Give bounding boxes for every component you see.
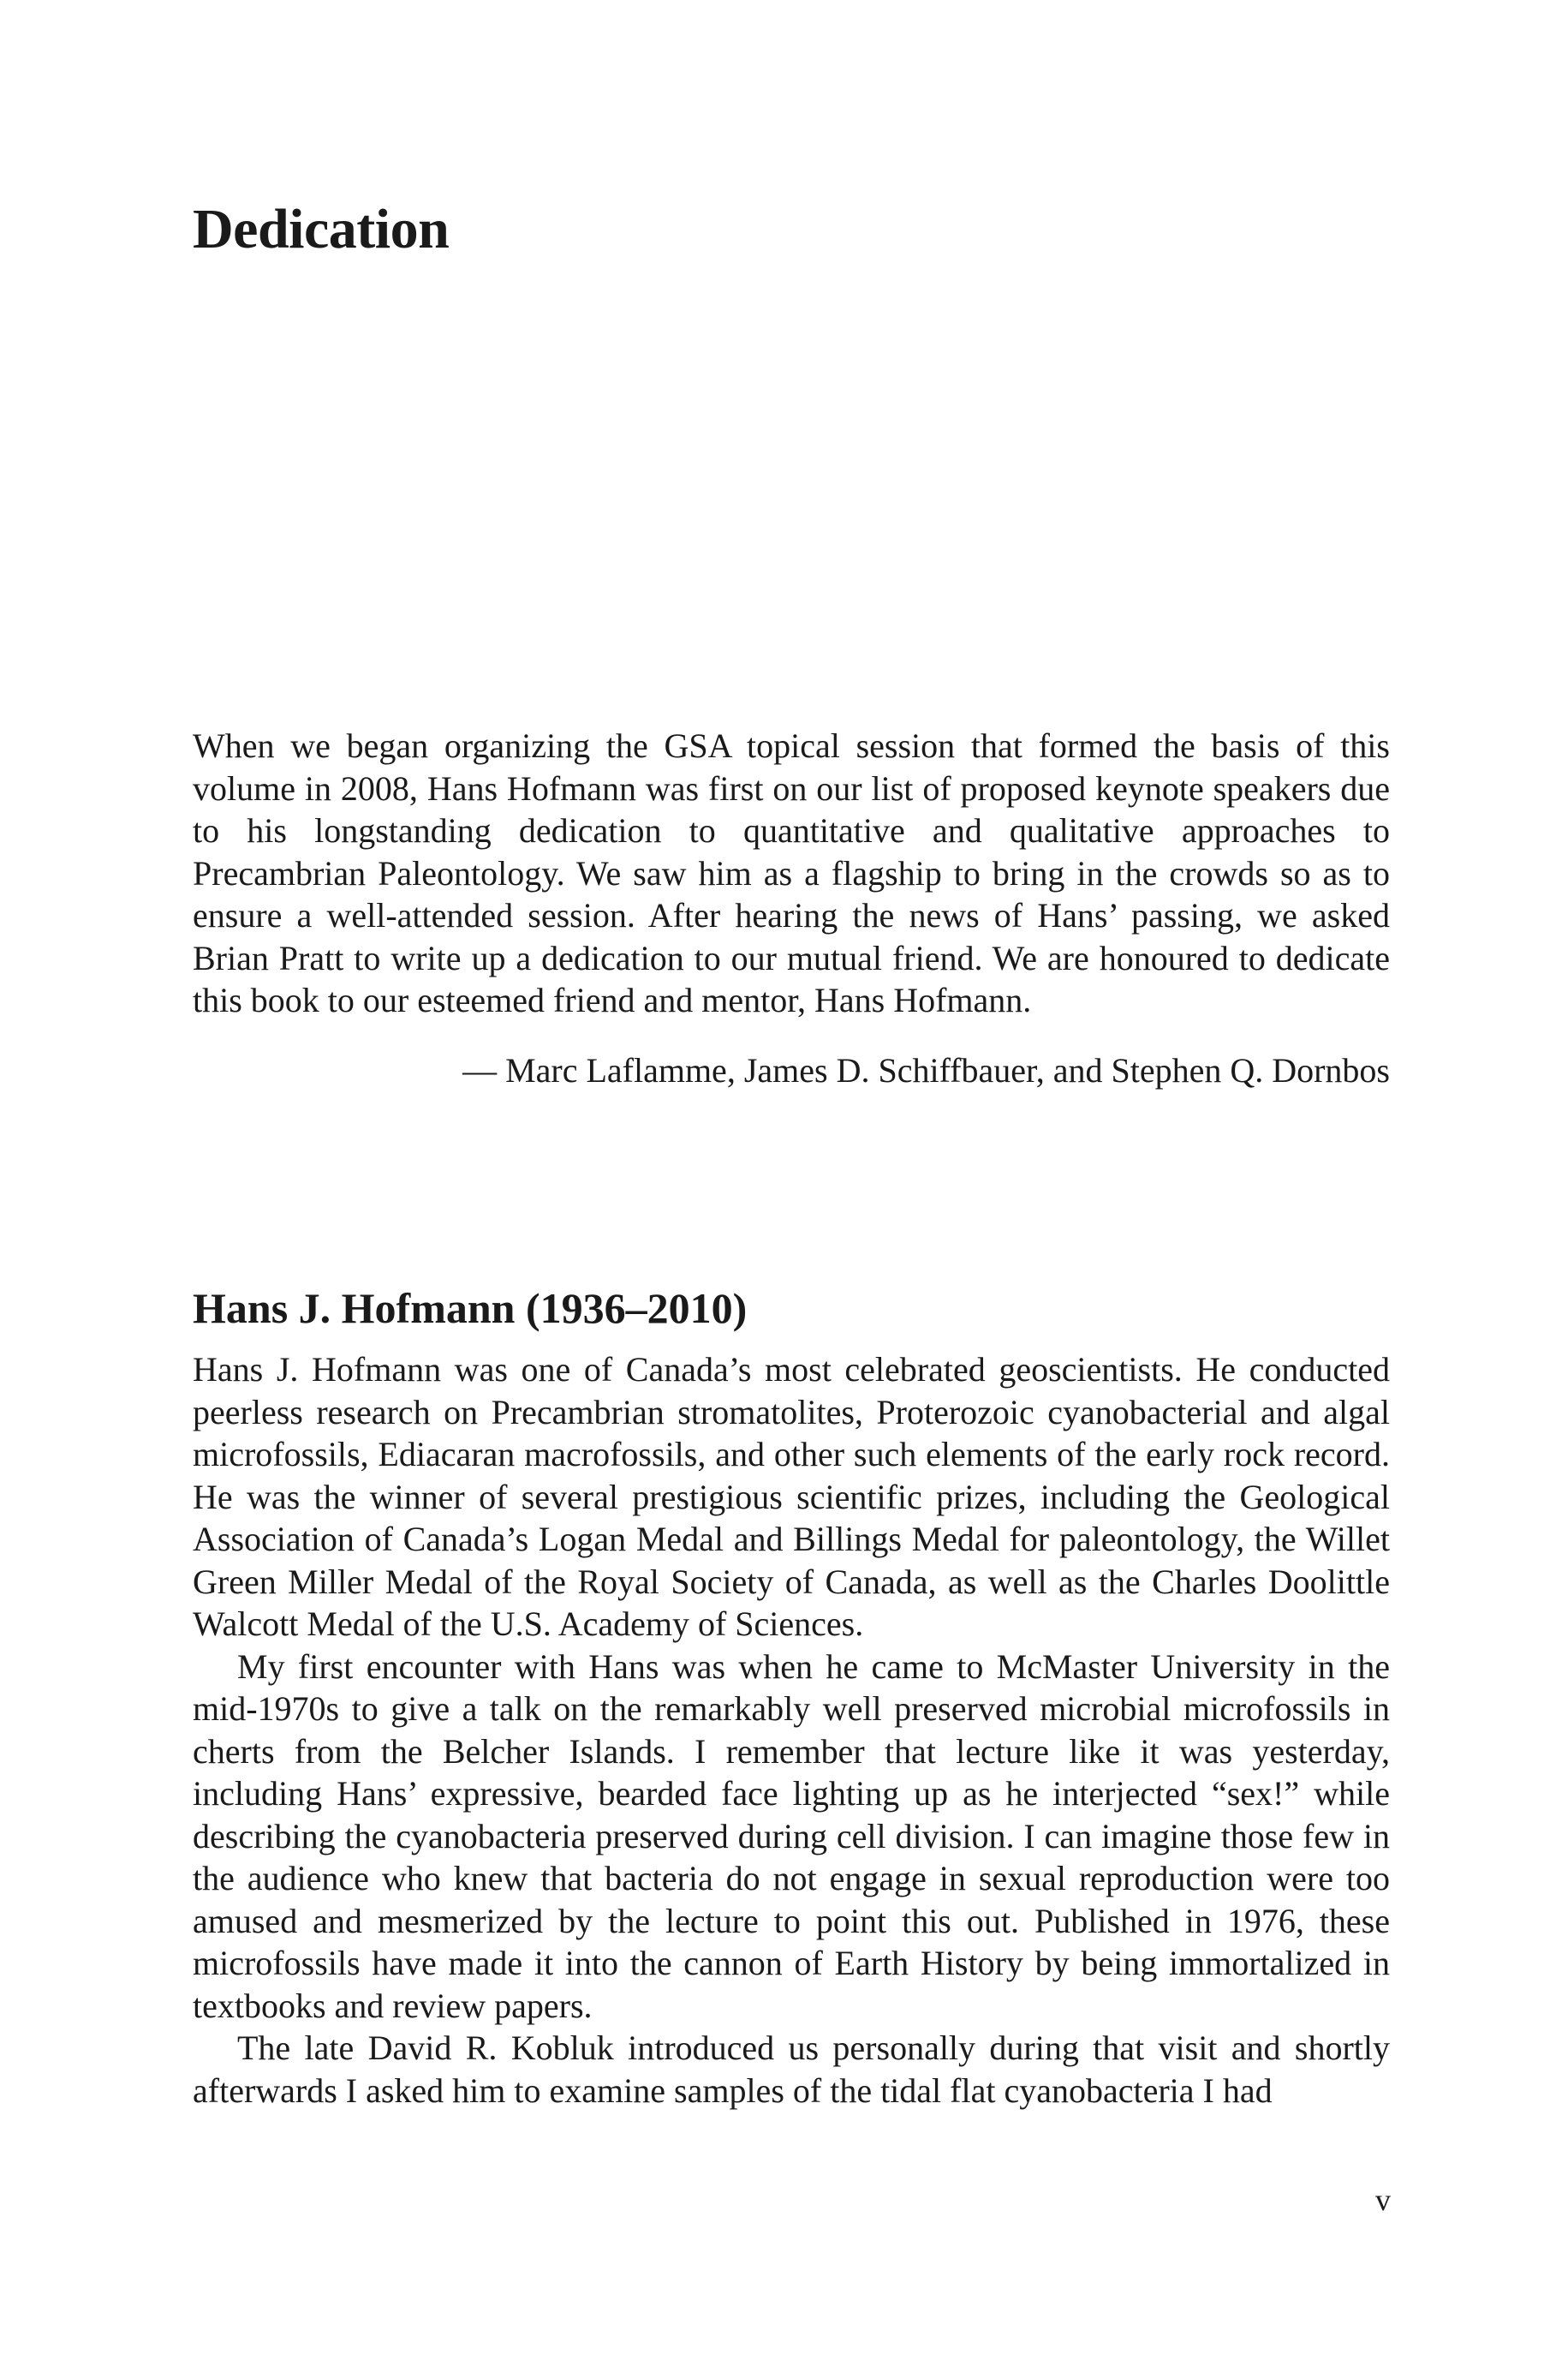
dedication-paragraph: When we began organizing the GSA topical session that formed the basis of this volume in 2008, Hans Hofmann was first on our list of proposed keynote speakers due to his longstanding dedication to quantitative and qualitative approaches to Precambrian Paleontology. We saw him as a flagship to bring in the crowds so as to ensure a well-attended session. After hearing the news of Hans’ passing, we asked Brian Pratt to write up a dedication to our mutual friend. We are honoured to dedicate this book to our esteemed friend and mentor, Hans Hofmann.: [193, 726, 1390, 1019]
dedication-signature: — Marc Laflamme, James D. Schiffbauer, and Stephen Q. Dornbos: [462, 1051, 1390, 1090]
section-heading: Hans J. Hofmann (1936–2010): [193, 1284, 748, 1332]
bio-paragraph-3: The late David R. Kobluk introduced us personally during that visit and shortly afterwards I asked him to examine samples of the tidal flat cyanobacteria I had: [193, 2028, 1390, 2110]
bio-paragraph-1: Hans J. Hofmann was one of Canada’s most celebrated geoscientists. He conducted peerless research on Precambrian stromatolites, Proterozoic cyanobacterial and algal microfossils, Ediacaran macrofossils, and other such elements of the early rock record. He was the winner of several prestigious scientific prizes, including the Geological Association of Canada’s Logan Medal and Billings Medal for paleontology, the Willet Green Miller Medal of the Royal Society of Canada, as well as the Charles Doolittle Walcott Medal of the U.S. Academy of Sciences.: [193, 1350, 1390, 1643]
page-number: v: [1375, 2183, 1391, 2217]
page-title: Dedication: [193, 198, 450, 260]
biography-section: [193, 1348, 1390, 2112]
bio-paragraph-2: My first encounter with Hans was when he came to McMaster University in the mid-1970s to give a talk on the remarkably well preserved microbial microfossils in cherts from the Belcher Islands. I remember that lecture like it was yesterday, including Hans’ expressive, bearded face lighting up as he interjected “sex!” while describing the cyanobacteria preserved during cell division. I can imagine those few in the audience who knew that bacteria do not engage in sexual reproduction were too amused and mesmerized by the lecture to point this out. Published in 1976, these microfossils have made it into the cannon of Earth History by being immortalized in textbooks and review papers.: [193, 1646, 1390, 2025]
